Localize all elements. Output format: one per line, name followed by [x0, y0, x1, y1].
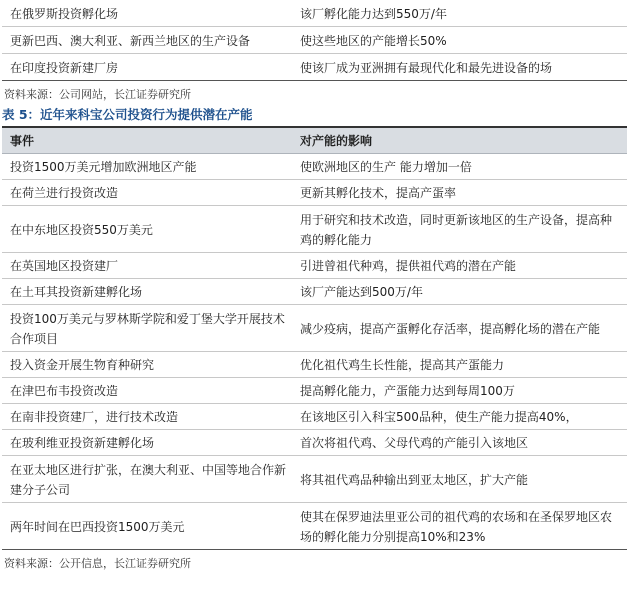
event-cell: 两年时间在巴西投资1500万美元 — [2, 503, 292, 550]
event-cell: 在英国地区投资建厂 — [2, 253, 292, 279]
table-row — [2, 305, 627, 352]
event-cell: 投资1500万美元增加欧洲地区产能 — [2, 154, 292, 180]
impact-cell: 该厂产能达到500万/年 — [292, 279, 627, 305]
table-4-source-note: 资料来源：公司网站，长江证券研究所 — [4, 88, 191, 101]
table-row — [2, 404, 627, 430]
impact-cell: 使其在保罗迪法里亚公司的祖代鸡的农场和在圣保罗地区农场的孵化能力分别提高10%和23% — [292, 503, 627, 550]
impact-cell: 首次将祖代鸡、父母代鸡的产能引入该地区 — [292, 430, 627, 456]
event-cell: 在玻利维亚投资新建孵化场 — [2, 430, 292, 456]
impact-cell: 减少疫病，提高产蛋孵化存活率，提高孵化场的潜在产能 — [292, 305, 627, 352]
event-cell: 在津巴布韦投资改造 — [2, 378, 292, 404]
impact-cell: 用于研究和技术改造，同时更新该地区的生产设备，提高种鸡的孵化能力 — [292, 206, 627, 253]
table-5-source-note: 资料来源：公开信息，长江证券研究所 — [4, 557, 191, 570]
table-row — [2, 0, 627, 27]
table-5 — [2, 126, 627, 550]
table-row — [2, 456, 627, 503]
event-cell: 在亚太地区进行扩张，在澳大利亚、中国等地合作新建分子公司 — [2, 456, 292, 503]
impact-cell: 将其祖代鸡品种输出到亚太地区，扩大产能 — [292, 456, 627, 503]
event-column-header: 事件 — [2, 127, 292, 154]
table-row — [2, 352, 627, 378]
table-row — [2, 503, 627, 550]
table-row — [2, 206, 627, 253]
event-cell: 投入资金开展生物育种研究 — [2, 352, 292, 378]
impact-cell: 使欧洲地区的生产 能力增加一倍 — [292, 154, 627, 180]
event-cell: 在印度投资新建厂房 — [2, 54, 292, 81]
impact-cell: 引进曾祖代种鸡，提供祖代鸡的潜在产能 — [292, 253, 627, 279]
event-cell: 投资100万美元与罗林斯学院和爱丁堡大学开展技术合作项目 — [2, 305, 292, 352]
impact-cell: 该厂孵化能力达到550万/年 — [292, 0, 627, 27]
table-row — [2, 430, 627, 456]
event-cell: 在荷兰进行投资改造 — [2, 180, 292, 206]
table-row — [2, 27, 627, 54]
table-header-row — [2, 127, 627, 154]
table-row — [2, 180, 627, 206]
impact-cell: 提高孵化能力，产蛋能力达到每周100万 — [292, 378, 627, 404]
impact-cell: 使该厂成为亚洲拥有最现代化和最先进设备的场 — [292, 54, 627, 81]
impact-column-header: 对产能的影响 — [292, 127, 627, 154]
table-row — [2, 378, 627, 404]
event-cell: 更新巴西、澳大利亚、新西兰地区的生产设备 — [2, 27, 292, 54]
event-cell: 在俄罗斯投资孵化场 — [2, 0, 292, 27]
table-row — [2, 253, 627, 279]
impact-cell: 使这些地区的产能增长50% — [292, 27, 627, 54]
event-cell: 在南非投资建厂，进行技术改造 — [2, 404, 292, 430]
table-4-continuation — [2, 0, 627, 81]
impact-cell: 优化祖代鸡生长性能，提高其产蛋能力 — [292, 352, 627, 378]
table-row — [2, 154, 627, 180]
impact-cell: 更新其孵化技术，提高产蛋率 — [292, 180, 627, 206]
event-cell: 在中东地区投资550万美元 — [2, 206, 292, 253]
table-row — [2, 54, 627, 81]
event-cell: 在土耳其投资新建孵化场 — [2, 279, 292, 305]
table-5-caption: 表 5：近年来科宝公司投资行为提供潜在产能 — [2, 107, 253, 122]
impact-cell: 在该地区引入科宝500品种，使生产能力提高40%， — [292, 404, 627, 430]
table-row — [2, 279, 627, 305]
